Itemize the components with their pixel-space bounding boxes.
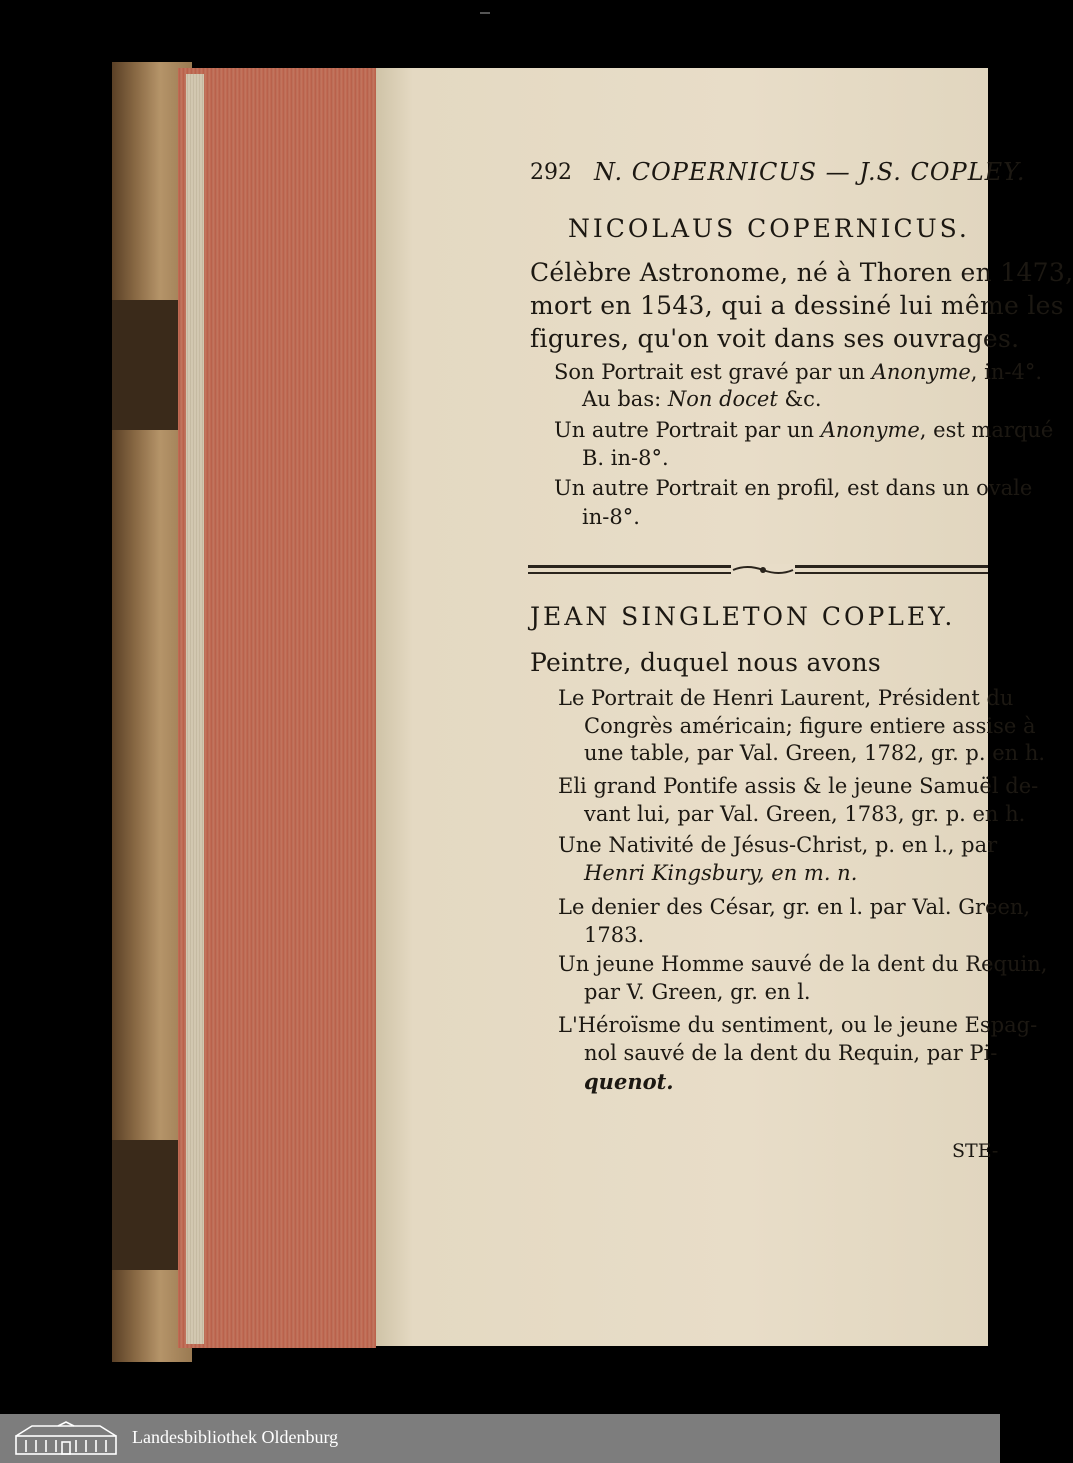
entry-line: L'Héroïsme du sentiment, ou le jeune Espag-: [558, 1013, 1038, 1037]
section-title-copley: JEAN SINGLETON COPLEY.: [530, 602, 956, 631]
library-building-icon: [12, 1422, 120, 1456]
entry-line: vant lui, par Val. Green, 1783, gr. p. en h.: [584, 802, 1026, 826]
scan-mark: [480, 12, 490, 14]
entry-line: Eli grand Pontife assis & le jeune Samuël de-: [558, 774, 1039, 798]
entry-line: Au bas: Non docet &c.: [582, 387, 822, 411]
page-edges: [178, 68, 376, 1348]
entry-line: Un jeune Homme sauvé de la dent du Requin,: [558, 952, 1048, 976]
catchword: STE-: [952, 1140, 999, 1162]
entry-line: Congrès américain; figure entiere assise à: [584, 714, 1036, 738]
entry-line: Un autre Portrait en profil, est dans un ovale: [554, 476, 1033, 500]
entry-line: in-8°.: [582, 505, 640, 529]
entry-line: quenot.: [584, 1069, 674, 1094]
entry-line: par V. Green, gr. en l.: [584, 980, 811, 1004]
entry-line: Une Nativité de Jésus-Christ, p. en l., par: [558, 833, 998, 857]
intro-line: figures, qu'on voit dans ses ouvrages.: [530, 324, 1020, 353]
entry-line: Le Portrait de Henri Laurent, Président du: [558, 686, 1014, 710]
entry-line: Un autre Portrait par un Anonyme, est marqué: [554, 418, 1054, 442]
running-title: N. COPERNICUS — J.S. COPLEY.: [594, 158, 1026, 186]
intro-line: Célèbre Astronome, né à Thoren en 1473,: [530, 258, 1073, 287]
page-number: 292: [530, 160, 572, 185]
book-page: [376, 68, 1073, 1346]
entry-line: 1783.: [584, 923, 645, 947]
footer-bar: [0, 1414, 1000, 1463]
entry-line: Le denier des César, gr. en l. par Val. Green,: [558, 895, 1031, 919]
entry-line: une table, par Val. Green, 1782, gr. p. en h.: [584, 741, 1046, 765]
entry-line: Henri Kingsbury, en m. n.: [584, 861, 858, 885]
library-name[interactable]: Landesbibliothek Oldenburg: [132, 1427, 339, 1447]
section-title-copernicus: NICOLAUS COPERNICUS.: [568, 214, 970, 243]
entry-line: B. in-8°.: [582, 446, 669, 470]
entry-line: Son Portrait est gravé par un Anonyme, in-4°.: [554, 360, 1043, 384]
intro-line: Peintre, duquel nous avons: [530, 648, 882, 677]
intro-line: mort en 1543, qui a dessiné lui même les: [530, 291, 1064, 320]
entry-line: nol sauvé de la dent du Requin, par Pi-: [584, 1041, 998, 1065]
ornament-icon: [731, 564, 795, 576]
page-edges-light: [186, 74, 204, 1344]
